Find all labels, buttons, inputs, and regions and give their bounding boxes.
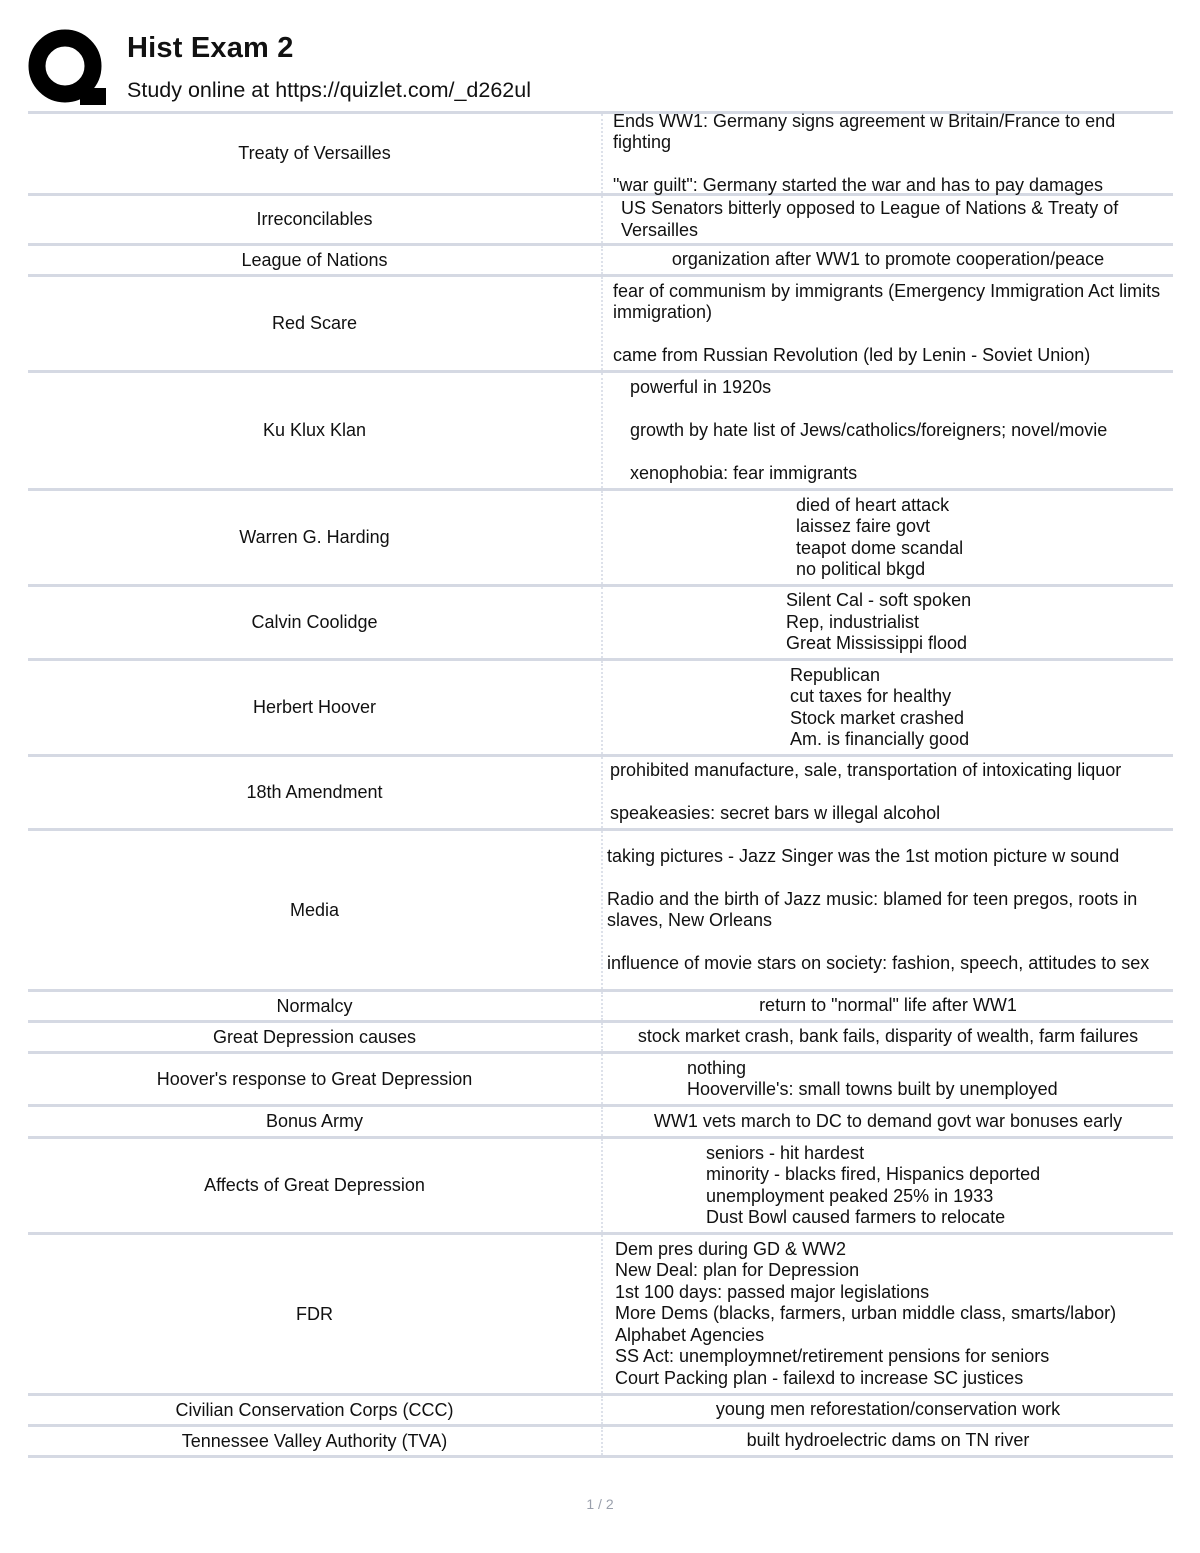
card-definition [601, 1427, 1173, 1455]
card-definition [601, 1107, 1173, 1136]
card-definition-text: young men reforestation/conservation work [715, 1399, 1061, 1420]
card-term: Hoover's response to Great Depression [156, 1068, 473, 1089]
flashcard-row [28, 1424, 1173, 1458]
flashcard-row [28, 828, 1173, 989]
card-definition [601, 1235, 1173, 1393]
card-definition-text: Ends WW1: Germany signs agreement w Britain/France to end fighting "war guilt": Germany started the war and has to pay damages [613, 110, 1116, 195]
card-term: Herbert Hoover [252, 697, 377, 717]
card-definition [601, 246, 1173, 274]
card-term: Treaty of Versailles [238, 143, 391, 163]
page-title: Hist Exam 2 [127, 32, 294, 64]
card-term: Irreconcilables [256, 209, 373, 229]
card-term: Media [289, 899, 340, 920]
card-definition-text: Republican cut taxes for healthy Stock market crashed Am. is financially good [790, 664, 970, 749]
flashcard-row [28, 488, 1173, 584]
card-definition-text: Silent Cal - soft spoken Rep, industrialist Great Mississippi flood [786, 590, 972, 654]
flashcard-row [28, 274, 1173, 370]
card-term: Civilian Conservation Corps (CCC) [175, 1399, 454, 1420]
card-definition-text: built hydroelectric dams on TN river [746, 1430, 1030, 1451]
flashcard-row [28, 658, 1173, 754]
card-definition-text: Dem pres during GD & WW2 New Deal: plan for Depression 1st 100 days: passed major legislations More Dems (blacks, farmers, urban middle class, smarts/labor) Alphabet Agencies SS Act: unemploymnet/retirement pensions for seniors Court Packing plan - failexd to increase SC justices [615, 1238, 1117, 1388]
flashcard-row [28, 243, 1173, 274]
card-definition-text: stock market crash, bank fails, disparity of wealth, farm failures [637, 1026, 1139, 1047]
page-number: 1 / 2 [586, 1496, 614, 1512]
flashcard-row [28, 370, 1173, 488]
card-term: Affects of Great Depression [204, 1175, 425, 1195]
flashcard-row [28, 1051, 1173, 1104]
card-term: Normalcy [276, 995, 353, 1016]
flashcard-row [28, 754, 1173, 828]
card-definition-text: prohibited manufacture, sale, transportation of intoxicating liquor speakeasies: secret bars w illegal alcohol [610, 760, 1122, 824]
card-definition-text: return to "normal" life after WW1 [759, 995, 1017, 1016]
card-definition [601, 1139, 1173, 1232]
card-definition [601, 491, 1173, 584]
flashcard-row [28, 1136, 1173, 1232]
study-online-link[interactable]: Study online at https://quizlet.com/_d262ul [127, 78, 531, 102]
card-term: Warren G. Harding [239, 527, 390, 547]
card-term: FDR [296, 1303, 333, 1324]
card-definition [601, 757, 1173, 828]
flashcard-row [28, 1232, 1173, 1393]
card-definition-text: organization after WW1 to promote cooperation/peace [671, 249, 1105, 270]
card-definition [601, 992, 1173, 1020]
flashcard-row [28, 1393, 1173, 1424]
card-definition [601, 661, 1173, 754]
card-definition-text: US Senators bitterly opposed to League of Nations & Treaty of Versailles [621, 198, 1119, 240]
card-term: Red Scare [271, 313, 358, 333]
card-definition [601, 1023, 1173, 1051]
card-definition-text: taking pictures - Jazz Singer was the 1st motion picture w sound Radio and the birth of Jazz music: blamed for teen pregos, roots in slaves, New Orleans influence of movie stars on society: fashion, speech, attitudes to sex [607, 845, 1150, 973]
card-definition-text: nothing Hooverville's: small towns built by unemployed [687, 1057, 1058, 1099]
flashcard-table [28, 111, 1173, 1458]
flashcard-row [28, 111, 1173, 193]
card-definition-text: WW1 vets march to DC to demand govt war bonuses early [653, 1110, 1123, 1131]
card-term: Bonus Army [265, 1111, 364, 1131]
card-term: League of Nations [241, 249, 388, 270]
card-definition [601, 196, 1173, 243]
flashcard-row [28, 1104, 1173, 1136]
quizlet-logo-icon [28, 28, 108, 108]
card-term: Great Depression causes [212, 1026, 417, 1047]
card-definition [601, 277, 1173, 370]
card-term: 18th Amendment [246, 782, 383, 802]
card-definition [601, 110, 1173, 195]
card-definition [601, 831, 1173, 989]
flashcard-row [28, 193, 1173, 243]
card-definition [601, 587, 1173, 658]
card-definition-text: died of heart attack laissez faire govt teapot dome scandal no political bkgd [796, 494, 964, 579]
card-definition [601, 1396, 1173, 1424]
card-definition [601, 373, 1173, 488]
flashcard-row [28, 989, 1173, 1020]
card-definition-text: seniors - hit hardest minority - blacks fired, Hispanics deported unemployment peaked 25% in 1933 Dust Bowl caused farmers to relocate [706, 1142, 1041, 1227]
card-term: Tennessee Valley Authority (TVA) [181, 1430, 448, 1451]
page-header [28, 28, 1178, 112]
card-definition [601, 1054, 1173, 1104]
card-definition-text: powerful in 1920s growth by hate list of Jews/catholics/foreigners; novel/movie xenophobia: fear immigrants [630, 376, 1108, 483]
card-term: Calvin Coolidge [251, 612, 378, 632]
flashcard-row [28, 584, 1173, 658]
flashcard-row [28, 1020, 1173, 1051]
card-term: Ku Klux Klan [262, 420, 367, 440]
card-definition-text: fear of communism by immigrants (Emergency Immigration Act limits immigration) came from Russian Revolution (led by Lenin - Soviet Union) [613, 280, 1161, 365]
